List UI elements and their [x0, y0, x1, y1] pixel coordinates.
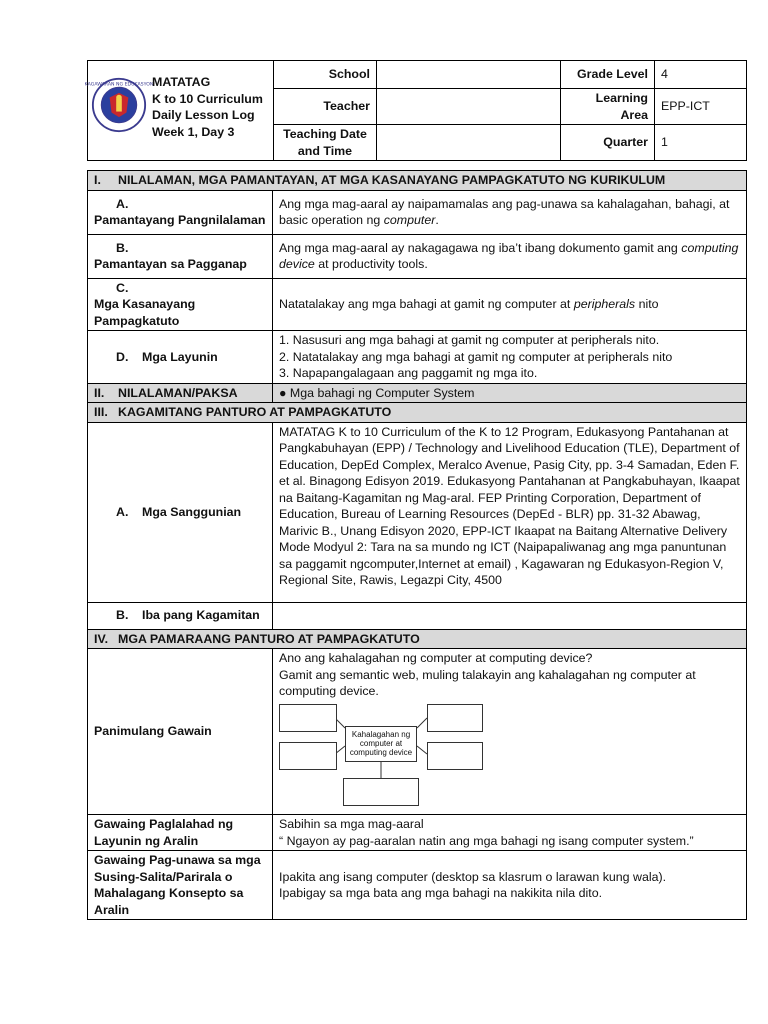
- paglalahad-line-1: Sabihin sa mga mag-aaral: [279, 817, 424, 831]
- diagram-center-box: Kahalagahan ng computer at computing device: [345, 726, 417, 762]
- row-c1-label: [88, 278, 273, 331]
- panimula-line-1: Ano ang kahalagahan ng computer at computing device?: [279, 651, 593, 665]
- paglalahad-content: [273, 815, 747, 851]
- diagram-box-top-left: [279, 704, 337, 732]
- pagunawa-line-1: Ipakita ang isang computer (desktop sa klasrum o larawan kung wala).: [279, 869, 667, 884]
- title-line-3: Daily Lesson Log: [152, 108, 255, 123]
- row-a3-label: [88, 422, 273, 602]
- row-b3-letter: B.: [116, 608, 129, 623]
- diagram-box-top-right: [427, 704, 483, 732]
- semantic-web-diagram: [279, 704, 483, 807]
- row-a3-content: MATATAG K to 10 Curriculum of the K to 12 Program, Edukasyong Pantahanan at Pangkabuhayan (EPP) / Technology and Livelihood Education (TLE), Department of Education, DepEd Complex, Meralco Avenue, Pasig City, pp. 3-4 Samadan, Eden F. et al. Binagong Edisyon 2019. Edukasyong Pantahanan at Pangkabuhayan, Ikaapat na Baitang-Kagamitan ng Mag-aral. FEP Printing Corporation, Department of Education, Bureau of Learning Resources (DepEd - BLR) pp. 31-32 Abawag, Marivic B., Unang Edisyon 2020, EPP-ICT Ikaapat na Baitang Alternative Delivery Mode Modyul 2: Tara na sa mundo ng ICT (Naipapaliwanag ang mga panuntunan sa paggamit ngcomputer,Internet at email) , Kagawaran ng Edukasyon-Region V, Regional Site, Rawis, Legazpi City, 4500: [273, 422, 747, 602]
- section-2-heading: [88, 383, 273, 403]
- section-1-number: I.: [94, 173, 101, 187]
- row-b1-text: Ang mga mag-aaral ay nakagagawa ng iba’t ibang dokumento gamit ang: [279, 240, 682, 255]
- objective-2: 2. Natatalakay ang mga bahagi at gamit ng computer at peripherals nito: [279, 349, 673, 364]
- row-c1-label-text: Mga Kasanayang Pampagkatuto: [94, 297, 196, 328]
- pagunawa-line-2: Ipabigay sa mga bata ang mga bahagi na nakikita nila dito.: [279, 886, 603, 900]
- diagram-box-bottom-left: [279, 742, 337, 770]
- row-pamantayang-pangnilalaman: [88, 190, 747, 234]
- teacher-label: Teacher: [274, 89, 377, 125]
- pagunawa-label: Gawaing Pag-unawa sa mga Susing-Salita/Parirala o Mahalagang Konsepto sa Aralin: [88, 851, 273, 920]
- row-a3-letter: A.: [116, 504, 129, 519]
- row-b1-label-text: Pamantayan sa Pagganap: [94, 257, 247, 271]
- section-3-row: [88, 403, 747, 423]
- paglalahad-label: Gawaing Paglalahad ng Layunin ng Aralin: [88, 815, 273, 851]
- diagram-box-bottom: [343, 778, 419, 806]
- row-mga-sanggunian: [88, 422, 747, 602]
- row-a1-text: Ang mga mag-aaral ay naipamamalas ang pag-unawa sa kahalagahan, bahagi, at basic operation ng: [279, 196, 730, 227]
- row-panimulang-gawain: [88, 649, 747, 815]
- row-b3-content: [273, 602, 747, 629]
- row-c1-text: Natatalakay ang mga bahagi at gamit ng computer at: [279, 297, 574, 311]
- row-b1-label: [88, 234, 273, 278]
- header-logo-cell: [84, 61, 274, 161]
- panimula-content: [273, 649, 747, 815]
- section-2-content: ● Mga bahagi ng Computer System: [273, 383, 747, 403]
- section-3-heading: [88, 403, 747, 423]
- objective-3: 3. Napapangalagaan ang paggamit ng mga ito.: [279, 366, 538, 380]
- row-c1-content: [273, 278, 747, 331]
- row-pamantayan-sa-pagganap: [88, 234, 747, 278]
- title-line-4: Week 1, Day 3: [152, 125, 235, 140]
- section-2-number: II.: [94, 385, 105, 400]
- section-2-row: [88, 383, 747, 403]
- row-iba-pang-kagamitan: [88, 602, 747, 629]
- pagunawa-content: [273, 851, 747, 920]
- row-d1-letter: D.: [116, 349, 129, 364]
- section-4-heading: [88, 629, 747, 649]
- grade-level-label: Grade Level: [561, 61, 655, 89]
- seal-lettering: KAGAWARAN NG EDUKASYON: [84, 82, 154, 88]
- row-b3-label: [88, 602, 273, 629]
- row-b1-emphasis: computing device: [279, 240, 739, 271]
- row-pag-unawa: [88, 851, 747, 920]
- row-mga-layunin: [88, 331, 747, 384]
- diagram-box-bottom-right: [427, 742, 483, 770]
- row-a1-content: [273, 190, 747, 234]
- row-paglalahad-ng-layunin: [88, 815, 747, 851]
- title-line-1: MATATAG: [152, 75, 211, 89]
- section-1-heading: [88, 171, 747, 191]
- row-b1-text-end: at productivity tools.: [314, 257, 428, 271]
- grade-level-value[interactable]: 4: [655, 61, 747, 89]
- learning-area-label: Learning Area: [561, 89, 655, 125]
- row-a1-label: [88, 190, 273, 234]
- row-c1-text-end: nito: [635, 297, 659, 311]
- row-mga-kasanayang-pampagkatuto: [88, 278, 747, 331]
- teaching-date-label: Teaching Date and Time: [274, 125, 377, 161]
- learning-area-value[interactable]: EPP-ICT: [655, 89, 747, 125]
- section-4-row: [88, 629, 747, 649]
- row-d1-label-text: Mga Layunin: [142, 349, 218, 364]
- lesson-log-title: [152, 74, 263, 141]
- row-a1-text-end: .: [435, 213, 439, 227]
- deped-seal-logo: [84, 77, 154, 133]
- section-3-number: III.: [94, 405, 108, 419]
- row-a1-emphasis: computer: [383, 213, 436, 227]
- section-4-number: IV.: [94, 631, 109, 646]
- row-c1-emphasis: peripherals: [573, 297, 636, 311]
- section-4-title: MGA PAMARAANG PANTURO AT PAMPAGKATUTO: [118, 631, 420, 646]
- teacher-value[interactable]: [377, 89, 561, 125]
- row-b1-letter: B.: [116, 240, 129, 255]
- objective-1: 1. Nasusuri ang mga bahagi at gamit ng computer at peripherals nito.: [279, 333, 660, 347]
- row-a3-label-text: Mga Sanggunian: [142, 504, 242, 519]
- lesson-log-table: [87, 170, 747, 920]
- section-2-title: NILALAMAN/PAKSA: [118, 385, 238, 400]
- panimula-label: Panimulang Gawain: [88, 649, 273, 815]
- row-d1-label: [88, 331, 273, 384]
- paglalahad-line-2: “ Ngayon ay pag-aaralan natin ang mga bahagi ng isang computer system.”: [279, 833, 694, 848]
- row-d1-content: [273, 331, 747, 384]
- row-c1-letter: C.: [116, 280, 129, 295]
- section-1-title: NILALAMAN, MGA PAMANTAYAN, AT MGA KASANAYANG PAMPAGKATUTO NG KURIKULUM: [118, 173, 666, 187]
- section-3-title: KAGAMITANG PANTURO AT PAMPAGKATUTO: [118, 405, 392, 419]
- row-a1-label-text: Pamantayang Pangnilalaman: [94, 213, 266, 227]
- title-line-2: K to 10 Curriculum: [152, 91, 263, 106]
- row-b1-content: [273, 234, 747, 278]
- row-b3-label-text: Iba pang Kagamitan: [142, 608, 260, 623]
- panimula-line-2: Gamit ang semantic web, muling talakayin ang kahalagahan ng computer at computing device.: [279, 667, 696, 698]
- quarter-value[interactable]: 1: [655, 125, 747, 161]
- row-a1-letter: A.: [116, 196, 129, 211]
- header-table: [84, 60, 747, 161]
- quarter-label: Quarter: [561, 125, 655, 161]
- teaching-date-value[interactable]: [377, 125, 561, 161]
- school-value[interactable]: [377, 61, 561, 89]
- school-label: School: [274, 61, 377, 89]
- section-1-row: [88, 171, 747, 191]
